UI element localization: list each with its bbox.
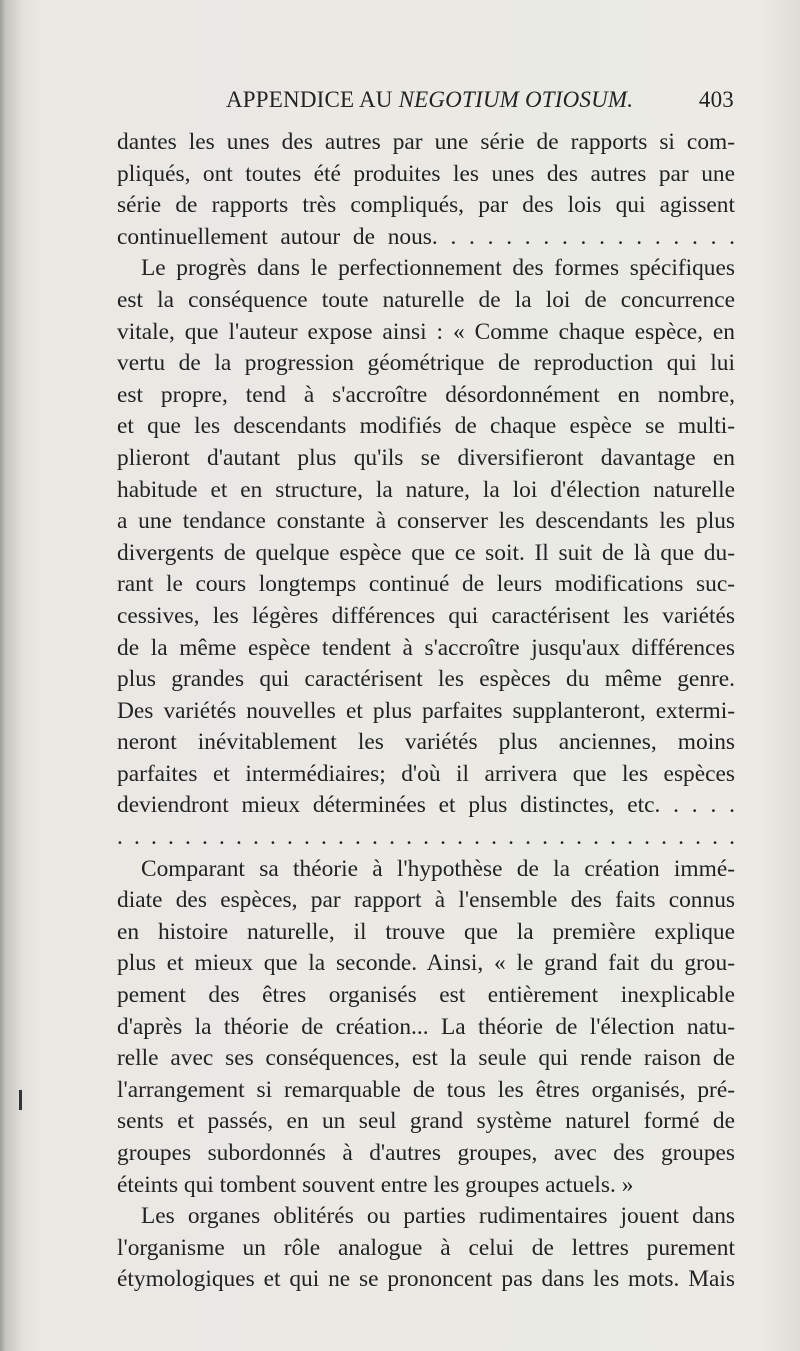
text-line: Des variétés nouvelles et plus parfaites supplanteront, extermi- <box>117 697 735 724</box>
text-line: vitale, que l'auteur expose ainsi : « Comme chaque espèce, en <box>117 318 735 345</box>
text-line: vertu de la progression géométrique de reproduction qui lui <box>117 350 735 377</box>
body-text <box>117 127 735 1296</box>
text-line: cessives, les légères différences qui caractérisent les variétés <box>117 602 735 629</box>
page-gutter-shadow <box>0 0 22 1351</box>
text-line: relle avec ses conséquences, est la seule qui rende raison de <box>117 1045 735 1072</box>
text-line: habitude et en structure, la nature, la loi d'élection naturelle <box>117 476 735 503</box>
text-line: continuellement autour de nous. . . . . . . . . . . . . . . . . <box>117 223 735 250</box>
running-title-prefix: APPENDICE AU <box>226 87 399 112</box>
text-line: est la conséquence toute naturelle de la loi de concurrence <box>117 286 735 313</box>
text-line: Les organes oblitérés ou parties rudimentaires jouent dans <box>141 1203 735 1230</box>
text-line: et que les descendants modifiés de chaque espèce se multi- <box>117 413 735 440</box>
text-line: Comparant sa théorie à l'hypothèse de la création immé- <box>141 855 735 882</box>
text-line: en histoire naturelle, il trouve que la première explique <box>117 918 735 945</box>
text-line: plus et mieux que la seconde. Ainsi, « le grand fait du grou- <box>117 950 735 977</box>
text-line: de la même espèce tendent à s'accroître jusqu'aux différences <box>117 634 735 661</box>
text-line: sents et passés, en un seul grand système naturel formé de <box>117 1108 735 1135</box>
text-line: pliqués, ont toutes été produites les unes des autres par une <box>117 160 735 187</box>
running-header <box>130 87 740 121</box>
text-line: d'après la théorie de création... La théorie de l'élection natu- <box>117 1013 735 1040</box>
ellipsis-line: . . . . . . . . . . . . . . . . . . . . . . . . . . . . . . . . . . . . . <box>117 824 735 851</box>
text-line: plieront d'autant plus qu'ils se diversifieront davantage en <box>117 444 735 471</box>
text-line: diate des espèces, par rapport à l'ensemble des faits connus <box>117 887 735 914</box>
text-line: est propre, tend à s'accroître désordonnément en nombre, <box>117 381 735 408</box>
text-line: dantes les unes des autres par une série de rapports si com- <box>117 129 735 155</box>
text-line: rant le cours longtemps continué de leurs modifications suc- <box>117 571 735 598</box>
running-title <box>226 87 633 113</box>
text-line: étymologiques et qui ne se prononcent pas dans les mots. Mais <box>117 1266 735 1293</box>
text-line: plus grandes qui caractérisent les espèces du même genre. <box>117 666 735 693</box>
text-line: éteints qui tombent souvent entre les groupes actuels. » <box>117 1171 634 1198</box>
text-line: série de rapports très compliqués, par des lois qui agissent <box>117 192 735 219</box>
text-line: l'arrangement si remarquable de tous les êtres organisés, pré- <box>117 1076 735 1103</box>
text-line: neront inévitablement les variétés plus anciennes, moins <box>117 729 735 756</box>
text-line: groupes subordonnés à d'autres groupes, avec des groupes <box>117 1140 735 1166</box>
margin-mark <box>19 1090 22 1110</box>
text-line: parfaites et intermédiaires; d'où il arrivera que les espèces <box>117 760 735 787</box>
text-line: a une tendance constante à conserver les descendants les plus <box>117 508 735 535</box>
text-line: divergents de quelque espèce que ce soit. Il suit de là que du- <box>117 539 735 566</box>
text-line: Le progrès dans le perfectionnement des formes spécifiques <box>141 255 735 282</box>
running-title-italic: NEGOTIUM OTIOSUM. <box>398 87 634 112</box>
page-number: 403 <box>698 87 734 112</box>
text-line: pement des êtres organisés est entièrement inexplicable <box>117 982 735 1009</box>
text-line: deviendront mieux déterminées et plus distinctes, etc. . . . . <box>117 792 735 819</box>
text-line: l'organisme un rôle analogue à celui de lettres purement <box>117 1234 735 1261</box>
